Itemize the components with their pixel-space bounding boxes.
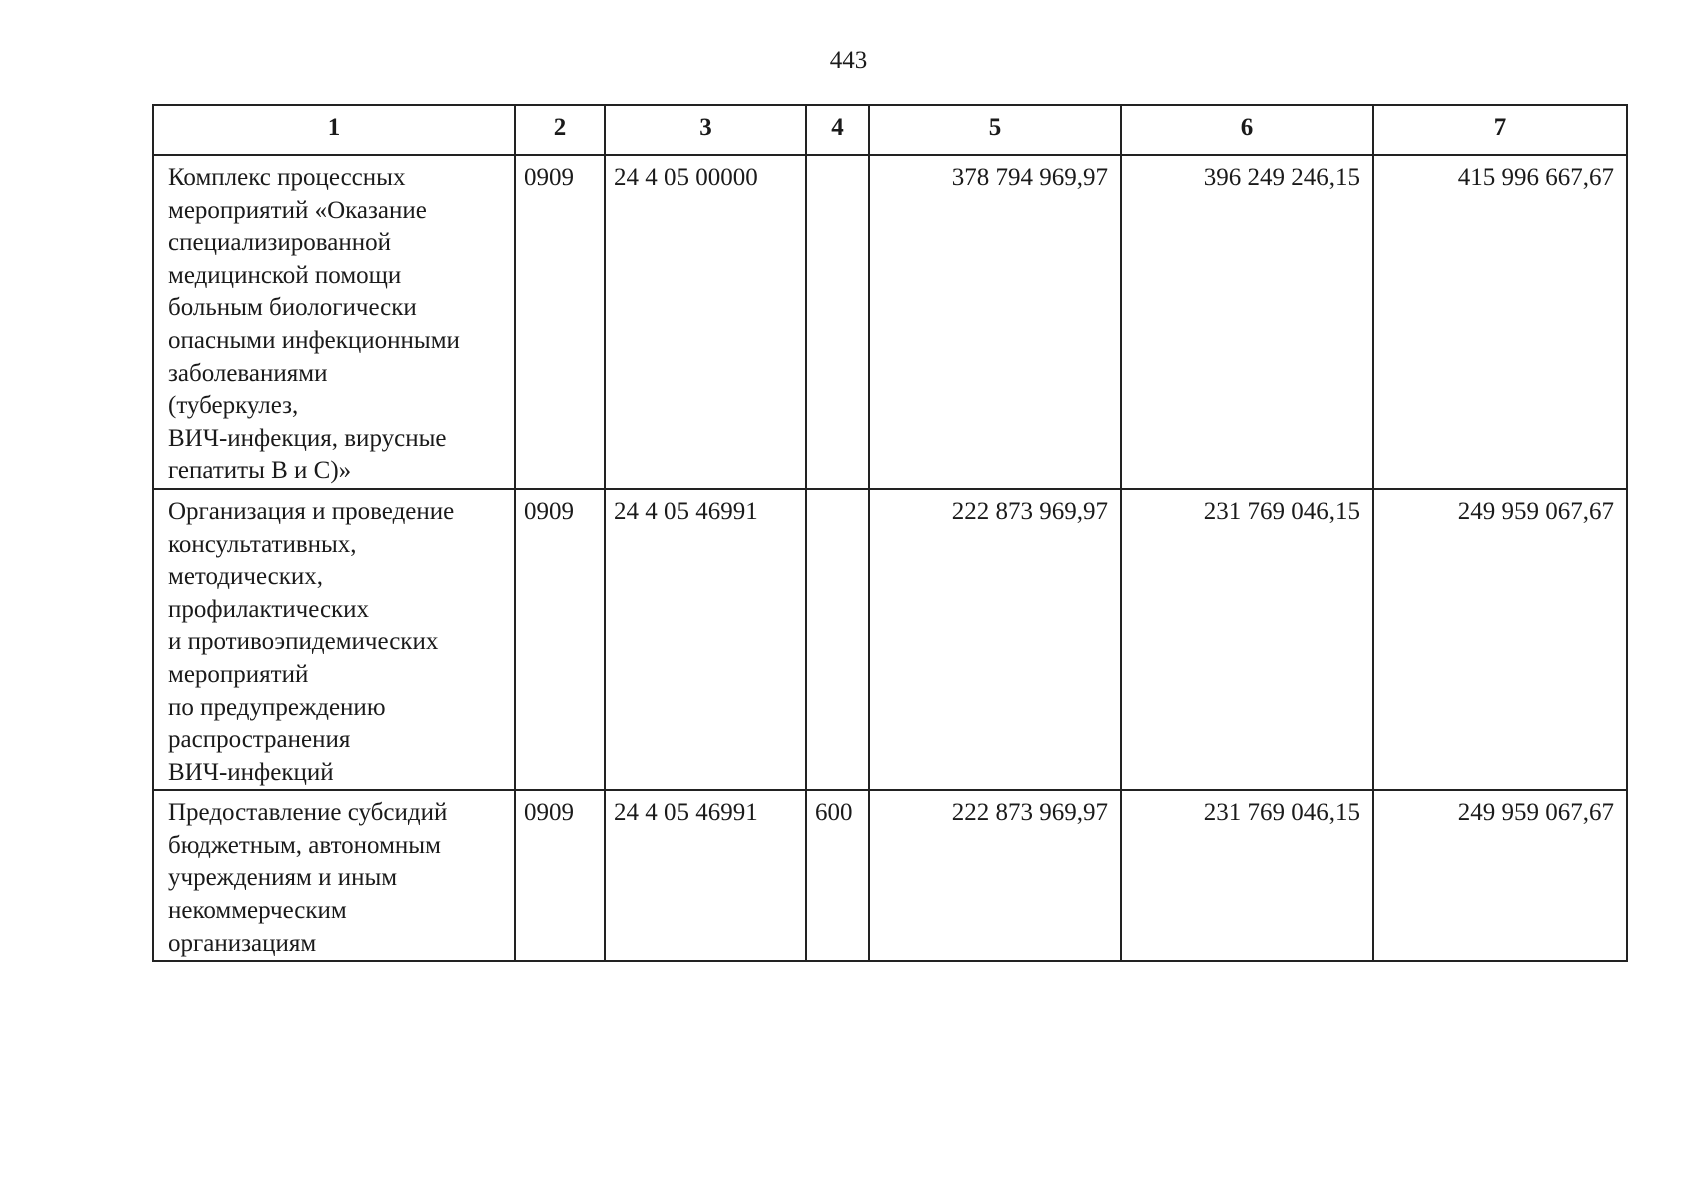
row-section: 0909 [515,155,605,489]
row-name: Предоставление субсидий бюджетным, автономным учреждениям и иным некоммерческим организациям [168,799,448,957]
page-number: 443 [829,47,868,74]
header-row [153,105,1627,155]
row-value-6: 396 249 246,15 [1121,155,1373,489]
row-name-cell [153,790,515,961]
table-row [153,155,1627,489]
row-target-code: 24 4 05 46991 [605,489,806,790]
row-value-5: 222 873 969,97 [869,489,1121,790]
row-value-7: 415 996 667,67 [1373,155,1627,489]
header-col-6: 6 [1121,105,1373,155]
row-section: 0909 [515,790,605,961]
table-row [153,489,1627,790]
row-name: Организация и проведение консультативных, методических, профилактических и противоэпидемических мероприятий по предупреждению распространения ВИЧ-инфекций [168,497,455,786]
header-col-7: 7 [1373,105,1627,155]
row-value-6: 231 769 046,15 [1121,790,1373,961]
row-name-cell [153,155,515,489]
row-target-code: 24 4 05 46991 [605,790,806,961]
row-name: Комплекс процессных мероприятий «Оказание специализированной медицинской помощи больным биологически опасными инфекционными заболеваниями (туберкулез, ВИЧ-инфекция, вирусные гепатиты В и С)» [168,164,460,485]
row-value-5: 378 794 969,97 [869,155,1121,489]
header-col-2: 2 [515,105,605,155]
row-value-7: 249 959 067,67 [1373,790,1627,961]
header-col-4: 4 [806,105,869,155]
row-target-code: 24 4 05 00000 [605,155,806,489]
table-row [153,790,1627,961]
row-expense-type [806,489,869,790]
row-value-6: 231 769 046,15 [1121,489,1373,790]
row-expense-type: 600 [806,790,869,961]
row-name-cell [153,489,515,790]
header-col-3: 3 [605,105,806,155]
row-section: 0909 [515,489,605,790]
row-value-5: 222 873 969,97 [869,790,1121,961]
header-col-1: 1 [153,105,515,155]
header-col-5: 5 [869,105,1121,155]
row-value-7: 249 959 067,67 [1373,489,1627,790]
budget-table [152,104,1628,962]
row-expense-type [806,155,869,489]
